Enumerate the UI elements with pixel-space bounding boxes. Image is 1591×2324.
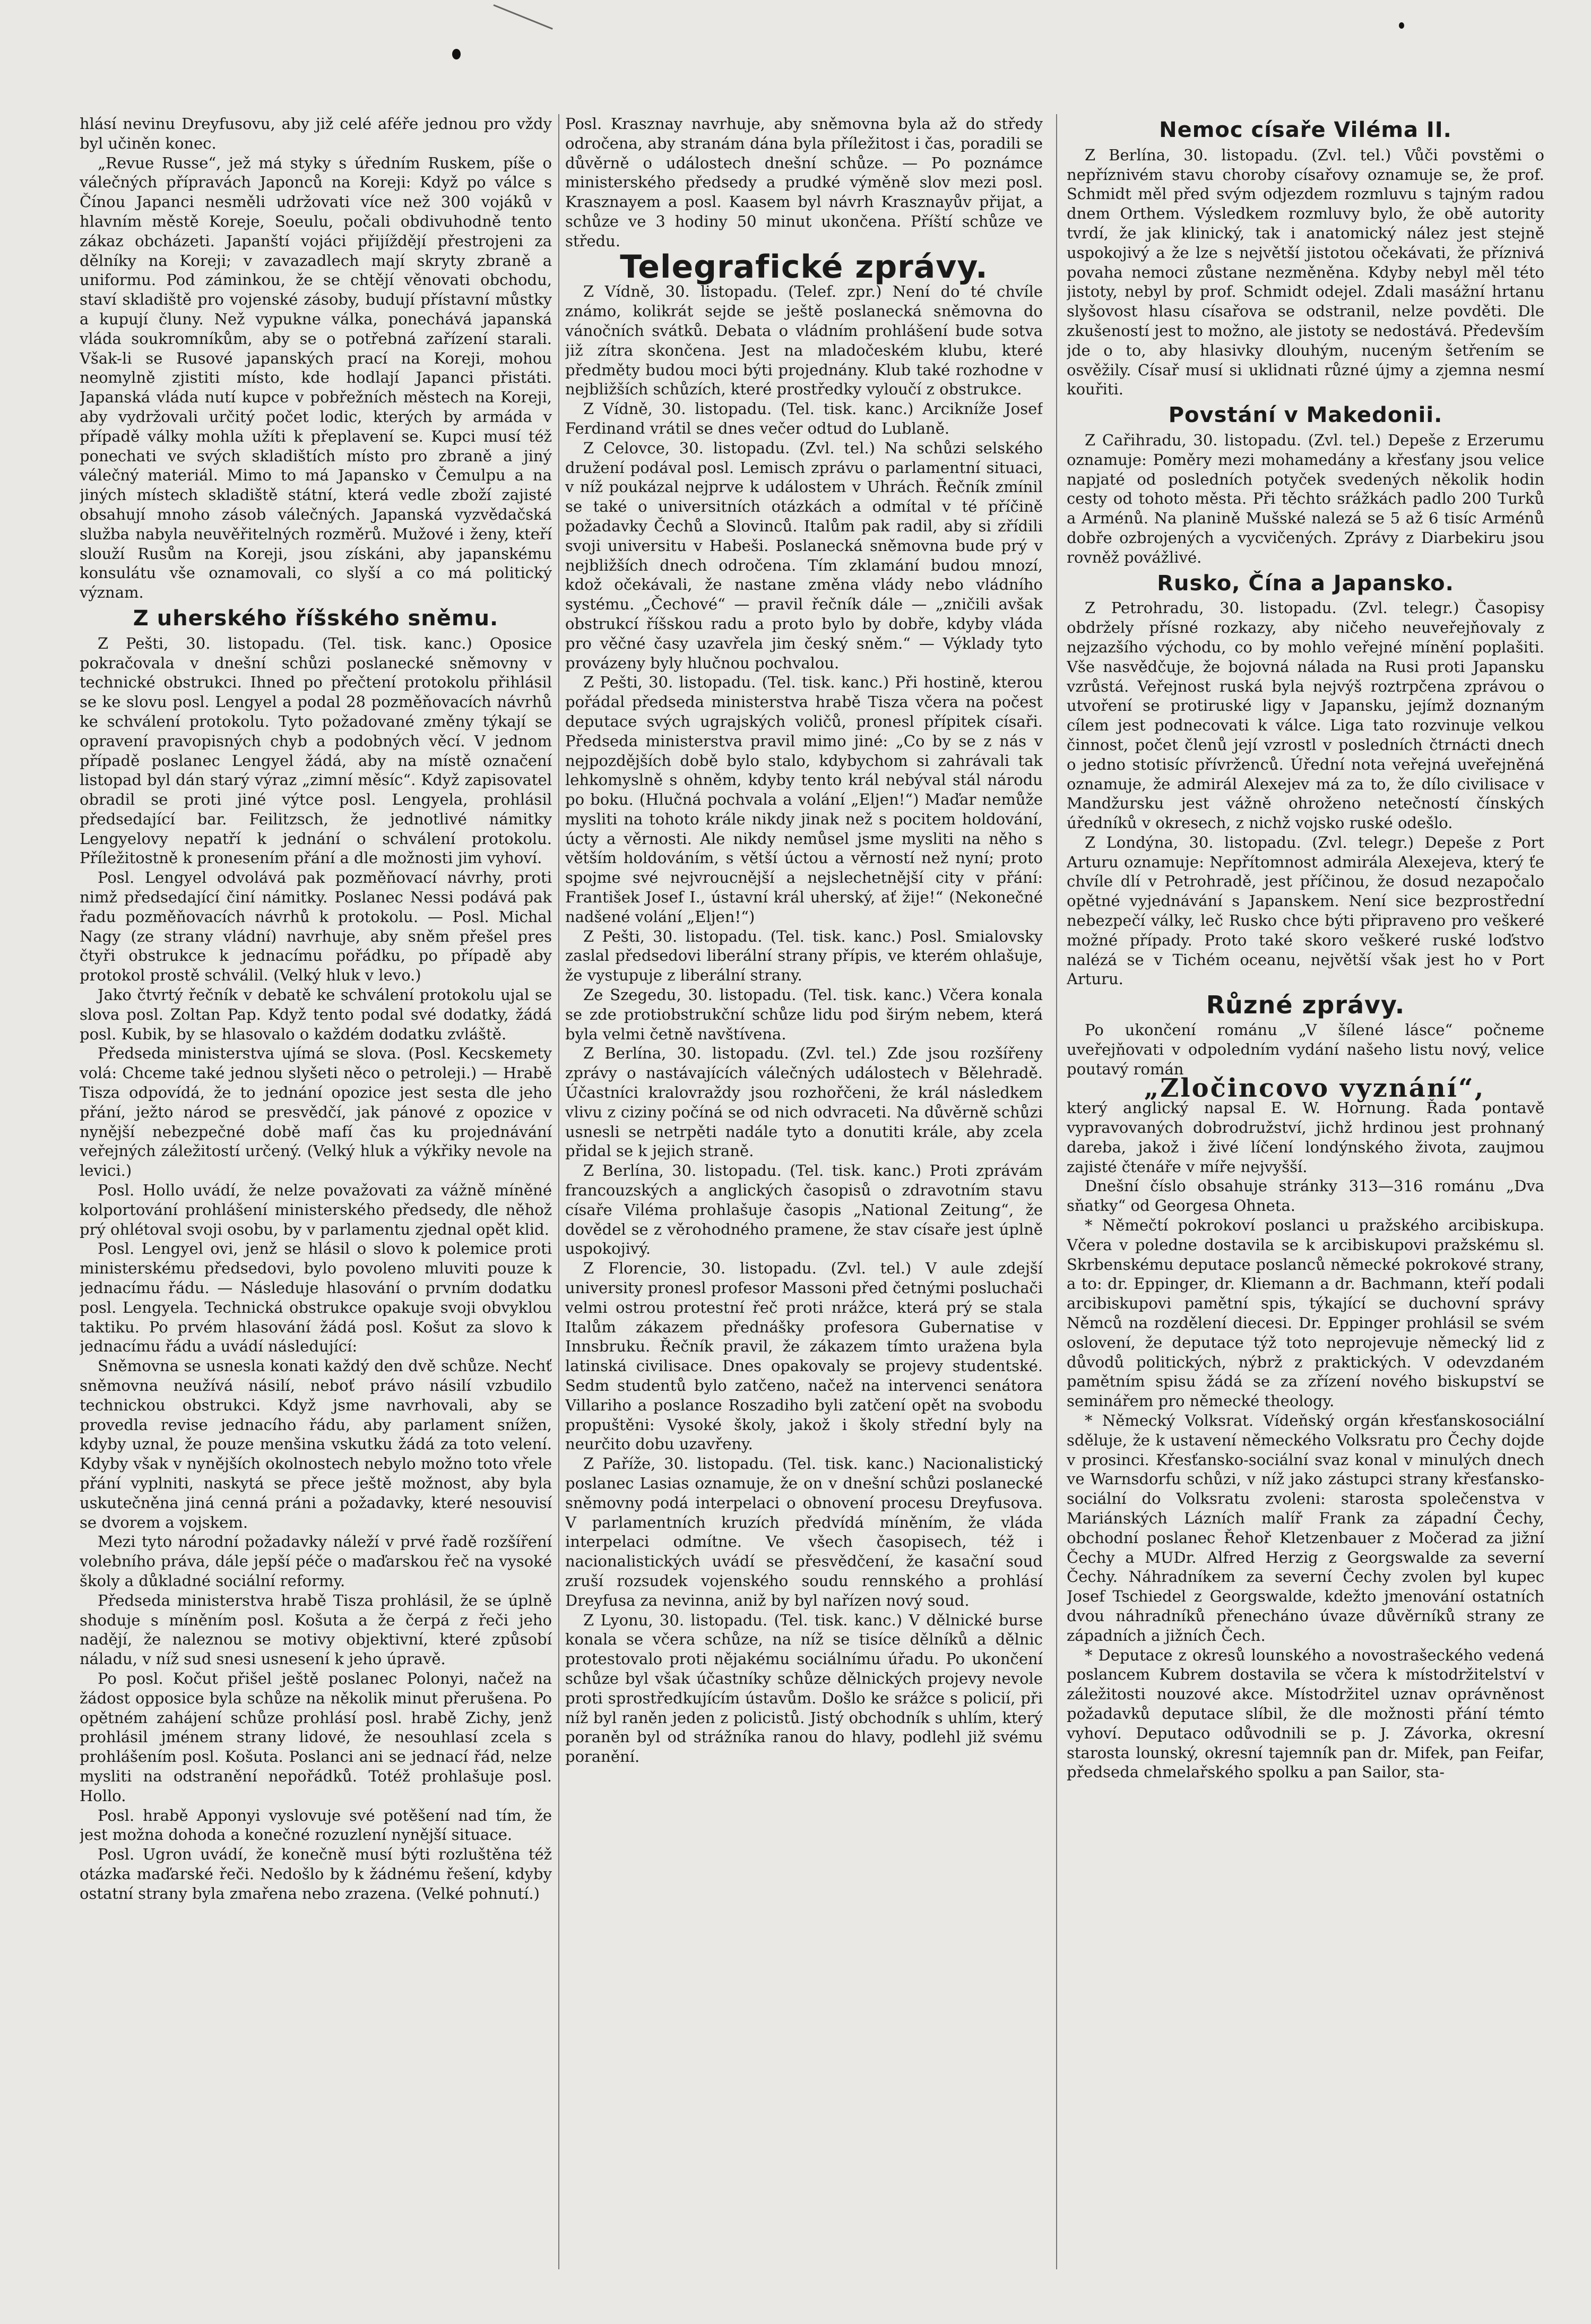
article-paragraph: Posl. hrabě Apponyi vyslovuje své potěšení nad tím, že jest možna dohoda a konečné rozuzlení nynější situace. xyxy=(80,1806,552,1844)
column-rule-2 xyxy=(1056,114,1057,2269)
article-paragraph: Posl. Lengyel odvolává pak pozměňovací návrhy, proti nimž předsedající činí námitky. Poslanec Nessi podává pak řadu pozměňovacích návrhů k protokolu. — Posl. Michal Nagy (ze strany vládní) navrhuje, aby sněm přešel pres čtyři obstrukce k jednacímu pořádku, po případě aby protokol prostě schválil. (Velký hluk v levo.) xyxy=(80,868,552,985)
news-item: Z Petrohradu, 30. listopadu. (Zvl. telegr.) Časopisy obdržely přísné rozkazy, aby ničeho neuveřejňovaly z nejzazšího východu, co by mohlo veřejné mínění poplašiti. Vše nasvědčuje, že bojovná nálada na Rusi proti Japansku vzrůstá. Veřejnost ruská byla nejvýš roztrpčena zprávou o utvoření se protiruské ligy v Japansku, jejímž doznaným cílem jest podnecovati k válce. Liga tato rozvinuje velkou činnost, počet členů její vzrostl v posledních čtrnácti dnech o jedno stotisíc přívrženců. Úřední nota veřejná uveřejněná oznamuje, že admirál Alexejev má za to, že dílo civilisace v Mandžursku jest vážně ohroženo netečností čínských úředníků v okresech, z nichž vojsko ruské odešlo. xyxy=(1067,599,1544,832)
news-item: Z Londýna, 30. listopadu. (Zvl. telegr.) Depeše z Port Arturu oznamuje: Nepřítomnost admirála Alexejeva, který ťe chvíle dlí v Petrohradě, jest příčinou, že dosud nezapočalo opětné vyjednávání s Japanskem. Není sice bezprostřední nebezpečí války, leč Rusko chce býti připraveno pro veškeré možné případy. Proto také skoro veškeré ruské loďstvo nalézá se v Tichém oceanu, největší však jest ho v Port Arturu. xyxy=(1067,833,1544,988)
column-left xyxy=(80,114,552,2296)
section-heading-russia-china-japan: Rusko, Čína a Japansko. xyxy=(1157,571,1454,596)
news-item: Z Vídně, 30. listopadu. (Tel. tisk. kanc.) Arcikníže Josef Ferdinand vrátil se dnes večer odtud do Lublaně. xyxy=(565,400,1043,437)
paper-crease xyxy=(493,4,552,30)
news-item: Z Pešti, 30. listopadu. (Tel. tisk. kanc.) Posl. Smialovsky zaslal předsedovi liberální strany přípis, ve kterém ohlašuje, že vystupuje z liberální strany. xyxy=(565,927,1043,985)
article-paragraph: Mezi tyto národní požadavky náleží v prvé řadě rozšíření volebního práva, dále jepší péče o maďarskou řeč na vysoké školy a důkladné sociální reformy. xyxy=(80,1533,552,1590)
article-continuation: Posl. Krasznay navrhuje, aby sněmovna byla až do středy odročena, aby stranám dána byla příležitost i čas, poradili se důvěrně o událostech dnešní schůze. — Po poznámce ministerského předsedy a prudké výměně slov mezi posl. Krasznayem a posl. Kaasem byl návrh Krasznayův přijat, a schůze ve 3 hodiny 50 minut ukončena. Příští schůze ve středu. xyxy=(565,115,1043,250)
article-paragraph: Po posl. Kočut přišel ještě poslanec Polonyi, načež na žádost opposice byla schůze na několik minut přerušena. Po opětném zahájení schůze prohlásí posl. hrabě Zichy, jenž prohlásil jménem strany lidové, že nesouhlasí zcela s prohlášením posl. Košuta. Poslanci ani se jednací řád, nelze mysliti na odstranění nepořádků. Totéž prohlašuje posl. Hollo. xyxy=(80,1669,552,1805)
article-paragraph: Z Pešti, 30. listopadu. (Tel. tisk. kanc.) Oposice pokračovala v dnešní schůzi poslanecké sněmovny v technické obstrukci. Ihned po přečtení protokolu přihlásil se ke slovu posl. Lengyel a podal 28 pozměňovacích návrhů ke schválení protokolu. Tyto požadované změny týkají se opravení pravopisných chyb a podobných věcí. V jednom případě poslanec Lengyel žádá, aby na místě označení listopad byl dán starý výraz „zimní měsíc“. Když zapisovatel obradil se proti jiné výtce posl. Lengyela, prohlásil předsedající bar. Feilitzsch, že jednotlivé námitky Lengyelovy nepatří k jednání o schválení protokolu. Příležitostně k pronesením přání a dle možnosti jim vyhoví. xyxy=(80,634,552,867)
section-heading-hungarian-parliament: Z uherského říšského sněmu. xyxy=(133,606,499,631)
news-item: Z Berlína, 30. listopadu. (Zvl. tel.) Vůči povstěmi o nepříznivém stavu choroby císařovy oznamuje se, že prof. Schmidt měl před svým odjezdem rozmluvu s tajným radou dnem Orthem. Výsledkem rozmluvy bylo, že obě autority tvrdí, že jak klinický, tak i anatomický nález jest stejně uspokojivý a že lze s největší jistotou očekávati, že příznivá povaha nemoci zůstane nezměněna. Kdyby nebyl měl této jistoty, nebyl by prof. Schmidt odejel. Zdali masážní hrtanu slyšovost hlasu císařova se odstranil, nelze povděti. Dle zkušeností jest to možno, ale jistoty se nedostává. Především jde o to, aby hlasivky dlouhým, nuceným šetřením se osvěžily. Císař musí si uklidnati různé újmy a zjemna nesmí kouřiti. xyxy=(1067,145,1544,399)
news-item: * Němečtí pokrokoví poslanci u pražského arcibiskupa. Včera v poledne dostavila se k arcibiskupovi pražskému sl. Skrbenskému deputace poslanců německé pokrokové strany, a to: dr. Eppinger, dr. Kliemann a dr. Bachmann, kteří podali arcibiskupovi pamětní spis, týkající se duchovní správy Němců na rozdělení diecesi. Dr. Eppinger prohlásil se svém oslovení, že deputace týž toto neprojevuje německý lid z důvodů politických, nýbrž z praktických. V odevzdaném pamětním spisu žádá se za zřízení nového biskupství se seminářem pro německé theology. xyxy=(1067,1216,1544,1410)
punch-hole-mark xyxy=(452,49,461,59)
news-item: Z Paříže, 30. listopadu. (Tel. tisk. kanc.) Nacionalistický poslanec Lasias oznamuje, že on v dnešní schůzi poslanecké sněmovny podá interpelaci o obnovení procesu Dreyfusova. V parlamentních kruzích předvídá míněním, že vláda interpelaci odmítne. Ve všech časopisech, též i nacionalistických uvádí se přesvědčení, že kasační soud zruší rozsudek vojenského soudu rennského a prohlásí Dreyfusa za nevinna, aniž by byl nařízen nový soud. xyxy=(565,1454,1043,1609)
article-paragraph: Předseda ministerstva ujímá se slova. (Posl. Kecskemety volá: Chceme také jednou slyšeti něco o petroleji.) — Hrabě Tisza odpovídá, že to jednání opozice jest sesta dle jeho přání, ježto národ se presvědčí, jak pánové z opozice v nynější nebezpečné době mafí čas ku projednávání veřejných záležitostí určený. (Velký hluk a výkřiky nevole na levici.) xyxy=(80,1044,552,1180)
serial-novel-title: „Zločincovo vyznání“, xyxy=(1144,1073,1485,1104)
article-paragraph: Posl. Ugron uvádí, že konečně musí býti rozluštěna též otázka maďarské řeči. Nedošlo by k žádnému řešení, kdyby ostatní strany byla zmařena nebo zrazena. (Velké pohnutí.) xyxy=(80,1845,552,1903)
section-heading-macedonia: Povstání v Makedonii. xyxy=(1168,403,1443,428)
news-item: Z Lyonu, 30. listopadu. (Tel. tisk. kanc.) V dělnické burse konala se včera schůze, na níž se tisíce dělníků a dělnic protestovalo proti nějakému sociálnímu úřadu. Po ukončení schůze byl však účastníky schůze dělnických projevy nevole proti sprostředkujícím ústavům. Došlo ke srážce s policií, při níž byl raněn jeden z policistů. Jistý obchodník s uhlím, který poraněn byl od strážníka ranou do hlavy, podlehl již svému poranění. xyxy=(565,1611,1043,1766)
article-paragraph: Posl. Lengyel ovi, jenž se hlásil o slovo k polemice proti ministerskému předsedovi, bylo povoleno mluviti pouze k jednacímu řádu. — Následuje hlasování o prvním dodatku posl. Lengyela. Technická obstrukce opakuje svoji obvyklou taktiku. Po prvém hlasování žádá posl. Košut za slovo k jednacímu řádu a uvádí následující: xyxy=(80,1240,552,1356)
announcement: Po ukončení románu „V šílené lásce“ počneme uveřejňovati v odpoledním vydání našeho listu nový, velice poutavý román xyxy=(1067,1021,1544,1078)
news-item: Z Pešti, 30. listopadu. (Tel. tisk. kanc.) Při hostině, kterou pořádal předseda ministerstva hrabě Tisza včera na počest deputace svých ugrajských voličů, pronesl přípitek císaři. Předseda ministerstva pravil mimo jiné: „Co by se z nás v nejpozdějších době bylo stalo, kdybychom si zahrávali tak lehkomyslně s ohněm, kdyby tento král nebýval stál národu po boku. (Hlučná pochvala a volání „Eljen!“) Maďar nemůže mysliti na tohoto krále nikdy jinak než s pocitem holdování, úcty a věrnosti. Ale nikdy nemůsel jsme mysliti na něho s větším holdováním, s větší úctou a věrností než nyní; proto spojme své nejvroucnější a nejslechetnější city v přání: František Josef I., ústavní král uherský, ať žije!“ (Nekonečné nadšené volání „Eljen!“) xyxy=(565,673,1043,926)
article-paragraph: Jako čtvrtý řečník v debatě ke schválení protokolu ujal se slova posl. Zoltan Pap. Když tento podal své dodatky, žádá posl. Kubik, by se hlasovalo o každém dodatku zvláště. xyxy=(80,986,552,1043)
ink-speck xyxy=(1399,22,1404,29)
announcement: který anglický napsal E. W. Hornung. Řada pontavě vypravovaných dobrodružství, jichž hrdinou jest prohnaný dareba, jakož i živé líčení londýnského života, zaujmou zajisté čtenáře v míře nejvyšší. xyxy=(1067,1099,1544,1176)
article-paragraph: Sněmovna se usnesla konati každý den dvě schůze. Nechť sněmovna neužívá násilí, neboť právo násilí vzbudilo technickou obstrukci. Když jsme navrhovali, aby se provedla revise jednacího řádu, aby parlament snížen, kdyby uznal, že pouze menšina vskutku žádá za toto velení. Kdyby však v nynějších okolnostech nebylo možno toto vřele přání vyplniti, naskytá se přece ještě možnost, aby byla uskutečněna jiná cenná práni a požadavky, které nesouvisí se dvorem a vojskem. xyxy=(80,1357,552,1531)
column-rule-1 xyxy=(558,114,559,2269)
news-item: Z Florencie, 30. listopadu. (Zvl. tel.) V aule zdejší university pronesl profesor Massoni před četnými posluchači velmi ostrou protestní řeč proti nrážce, která prý se stala Italům zákazem přednášky profesora Gubernatise v Innsbruku. Řečník pravil, že zákazem tímto uražena byla latinská civilisace. Dnes opakovaly se projevy studentské. Sedm studentů bylo zatčeno, načež na intervenci senátora Villariho a poslance Roszadiho byli zatčení opět na svobodu propuštěni: Vysoké školy, jakož i školy střední byly na neurčito dobu uzavřeny. xyxy=(565,1259,1043,1453)
section-heading-telegraph-news: Telegrafické zprávy. xyxy=(620,248,988,286)
article-paragraph: „Revue Russe“, jež má styky s úředním Ruskem, píše o válečných přípravách Japonců na Koreji: Když po válce s Čínou Japanci nesměli udržovati více než 300 vojáků v hlavním městě Koreje, Soeulu, počali obdivuhodně tento zákaz obcházeti. Japanští vojáci přijíždějí přestrojeni za dělníky na Koreji; v zavazadlech mají skryty zbraně a uniformu. Pod záminkou, že se chtějí věnovati obchodu, staví skladiště pro vojenské zásoby, budují přístavní můstky a kupují čluny. Než vypukne válka, ponechává japanská vláda soukromníkům, aby se o potřebná zařízení starali. Však-li se Rusové japanských prací na Koreji, mohou neomylně zjistiti místo, kde hodlají Japanci přistáti. Japanská vláda nutí kupce v pobřežních městech na Koreji, aby vydržovali určitý počet lodic, kterých by armáda v případě války mohla užíti k přeplavení se. Kupci musí též ponechati ve svých skladištích místo pro zbraně a jiný válečný materiál. Mimo to má Japansko v Čemulpu a na jiných místech skladiště státní, která vedle zboží zajisté obsahují mnoho zásob válečných. Japanská vyzvědačská služba nabyla neuvěřitelných rozměrů. Mužové i ženy, kteří slouží Rusům na Koreji, jsou získáni, aby japanskému konsulátu vše oznamovali, co slyší a co má politický význam. xyxy=(80,153,552,602)
article-paragraph: Posl. Hollo uvádí, že nelze považovati za vážně míněné kolportování prohlášení ministerského předsedy, dle něhož prý ohlétoval svoji osobu, by v parlamentu zjednal opět klid. xyxy=(80,1181,552,1238)
column-right xyxy=(1067,114,1544,2296)
news-item: * Deputace z okresů lounského a novostrašeckého vedená poslancem Kubrem dostavila se včera k místodržitelství v záležitosti nouzové akce. Místodržitel uznav oprávněnost požadavků deputace slíbil, že dle možnosti přání témto vyhoví. Deputaco odůvodnili se p. J. Závorka, okresní starosta lounský, okresní tajemník pan dr. Mifek, pan Feifar, předseda chmelařského spolku a pan Sailor, sta- xyxy=(1067,1646,1544,1781)
news-item: Z Vídně, 30. listopadu. (Telef. zpr.) Není do té chvíle známo, kolikrát sejde se ještě poslanecká sněmovna do vánočních svátků. Debata o vládním prohlášení bude sotva již zítra skončena. Jest na mladočeském klubu, které předměty budou moci býti projednány. Klub také rozhodne v nejbližších schůzích, které prostředky vyloučí z obstrukce. xyxy=(565,282,1043,399)
column-middle xyxy=(565,114,1043,2296)
news-item: * Německý Volksrat. Vídeňský orgán křesťanskosociální sděluje, že k ustavení německého Volksratu pro Čechy dojde v prosinci. Křesťansko-sociální svaz konal v minulých dnech ve Warnsdorfu schůzi, v níž jako zástupci strany křesťansko-sociální do Volksratu zvoleni: starosta společenstva v Mariánských Lázních malíř Frank za západní Čechy, obchodní poslanec Řehoř Kletzenbauer z Močerad za jižní Čechy a MUDr. Alfred Herzig z Georgswalde za severní Čechy. Náhradníkem za severní Čechy zvolen byl kupec Josef Tschiedel z Georgswalde, kdežto jmenování ostatních dvou náhradníků přenecháno úvaze důvěrníků strany ze západních a jižních Čech. xyxy=(1067,1411,1544,1645)
news-item: Z Cařihradu, 30. listopadu. (Zvl. tel.) Depeše z Erzerumu oznamuje: Poměry mezi mohamedány a křesťany jsou velice napjaté od posledních potyček svedených několik hodin cesty od tohoto města. Při těchto srážkách padlo 200 Turků a Arménů. Na planině Mušské nalezá se 5 až 6 tisíc Arménů dobře ozbrojených a vycvičených. Zprávy z Diarbekiru jsou rovněž povážlivé. xyxy=(1067,431,1544,566)
section-heading-various-news: Různé zprávy. xyxy=(1206,991,1405,1020)
news-item: Z Berlína, 30. listopadu. (Tel. tisk. kanc.) Proti zprávám francouzských a anglických časopisů o zdravotním stavu císaře Viléma prohlašuje časopis „National Zeitung“, že dovědel se z věrohodného pramene, že stav císaře jest úplně uspokojivý. xyxy=(565,1161,1043,1258)
news-item: Z Celovce, 30. listopadu. (Zvl. tel.) Na schůzi selského družení podával posl. Lemisch zprávu o parlamentní situaci, v níž poukázal nejprve k událostem v Uhrách. Řečník zmínil se také o universitních otázkách a odmítal v té příčině požadavky Čechů a Slovinců. Italům pak radil, aby si zřídili svoji universitu v Habeši. Poslanecká sněmovna bude prý v nejbližších dnech odročena. Tím zklamání budou mnozí, kdož očekávali, že nastane změna vlády nebo vládního systému. „Čechové“ — pravil řečník dále — „zničili avšak obstrukcí říšskou radu a proto bylo by dobře, kdyby vláda pro věčné časy uzavřela jim český sněm.“ — Výklady tyto provázeny byly hlučnou pochvalou. xyxy=(565,438,1043,672)
announcement: Dnešní číslo obsahuje stránky 313—316 románu „Dva sňatky“ od Georgesa Ohneta. xyxy=(1067,1177,1544,1215)
news-item: Z Berlína, 30. listopadu. (Zvl. tel.) Zde jsou rozšířeny zprávy o nastávajících válečných událostech v Bělehradě. Účastníci kralovraždy jsou rozhořčeni, že král následkem vlivu z ciziny počíná se od nich odvraceti. Na důvěrně schůzi usnesli se netrpěti nadále tyto a donutiti krále, aby zcela přidal se k jejich straně. xyxy=(565,1044,1043,1160)
article-continuation: hlásí nevinu Dreyfusovu, aby již celé aféře jednou pro vždy byl učiněn konec. xyxy=(80,115,552,152)
article-paragraph: Předseda ministerstva hrabě Tisza prohlásil, že se úplně shoduje s míněním posl. Košuta a že čerpá z řeči jeho nadějí, že naleznou se motivy objektivní, které způsobí náladu, v níž sud snesi usnesení k jeho úpravě. xyxy=(80,1591,552,1668)
news-item: Ze Szegedu, 30. listopadu. (Tel. tisk. kanc.) Včera konala se zde protiobstrukční schůze lidu pod širým nebem, která byla velmi četně navštívena. xyxy=(565,986,1043,1043)
section-heading-emperor-illness: Nemoc císaře Viléma II. xyxy=(1159,118,1452,142)
